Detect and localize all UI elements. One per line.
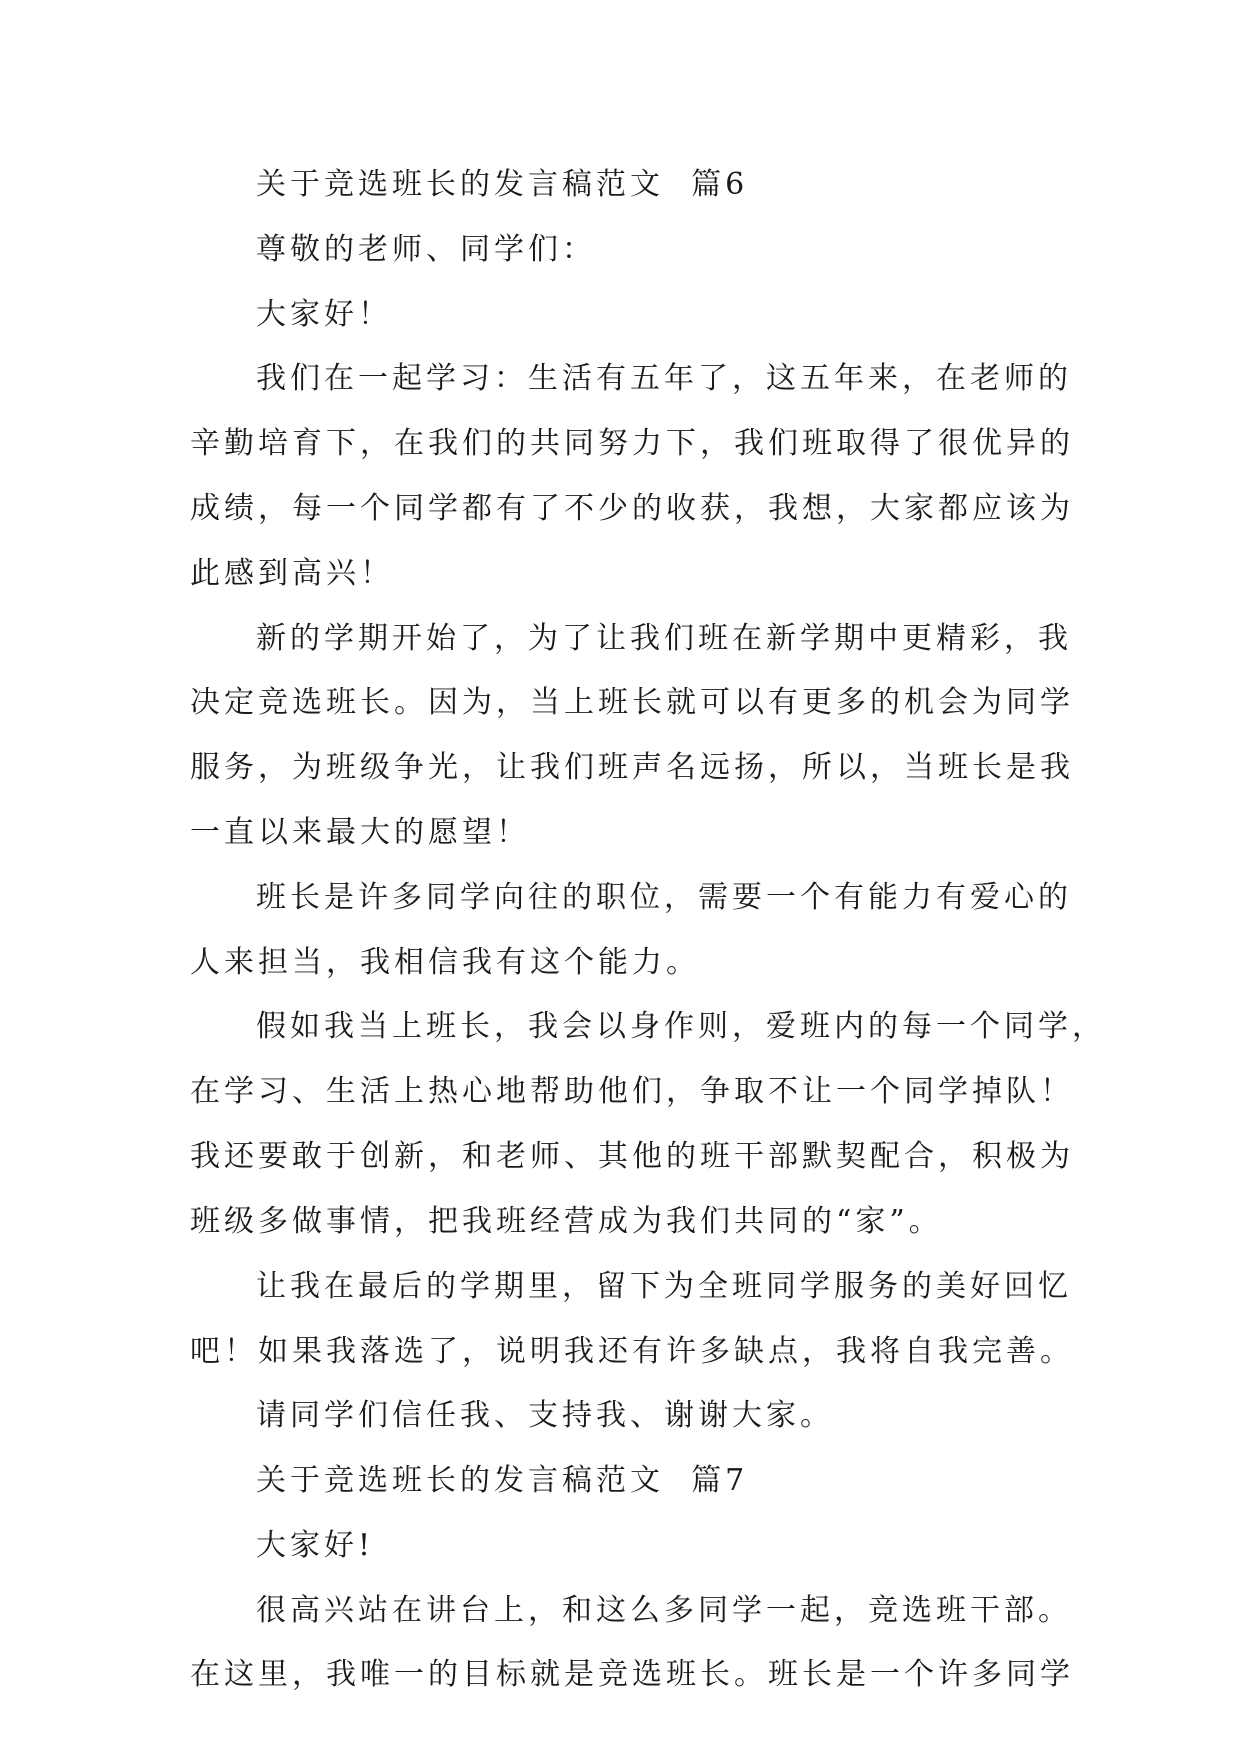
section-heading-7: 关于竞选班长的发言稿范文 篇7 (256, 1463, 749, 1498)
paragraph-line: 在学习、生活上热心地帮助他们，争取不让一个同学掉队！ (190, 1074, 1074, 1109)
greeting: 大家好！ (256, 297, 392, 332)
paragraph-line: 我还要敢于创新，和老师、其他的班干部默契配合，积极为 (190, 1139, 1074, 1174)
paragraph-line: 成绩，每一个同学都有了不少的收获，我想，大家都应该为 (190, 491, 1074, 526)
paragraph-line: 服务，为班级争光，让我们班声名远扬，所以，当班长是我 (190, 750, 1074, 785)
greeting: 大家好! (256, 1528, 375, 1563)
paragraph-line: 一直以来最大的愿望！ (190, 815, 530, 850)
paragraph-line: 很高兴站在讲台上，和这么多同学一起，竞选班干部。 (256, 1593, 1072, 1628)
paragraph-line: 决定竞选班长。因为，当上班长就可以有更多的机会为同学 (190, 685, 1074, 720)
salutation: 尊敬的老师、同学们： (256, 232, 596, 267)
paragraph-line: 吧！如果我落选了，说明我还有许多缺点，我将自我完善。 (190, 1334, 1074, 1369)
paragraph-line: 此感到高兴！ (190, 556, 394, 591)
paragraph-line: 在这里，我唯一的目标就是竞选班长。班长是一个许多同学 (190, 1657, 1074, 1692)
paragraph-line: 假如我当上班长，我会以身作则，爱班内的每一个同学， (256, 1009, 1106, 1044)
section-heading-6: 关于竞选班长的发言稿范文 篇6 (256, 167, 749, 202)
paragraph-line: 辛勤培育下，在我们的共同努力下，我们班取得了很优异的 (190, 426, 1074, 461)
paragraph-line: 我们在一起学习：生活有五年了，这五年来，在老师的 (256, 361, 1072, 396)
paragraph-line: 人来担当，我相信我有这个能力。 (190, 945, 700, 980)
paragraph-line: 班长是许多同学向往的职位，需要一个有能力有爱心的 (256, 880, 1072, 915)
paragraph-line: 班级多做事情，把我班经营成为我们共同的“家”。 (190, 1204, 943, 1239)
paragraph-line: 新的学期开始了，为了让我们班在新学期中更精彩，我 (256, 621, 1072, 656)
paragraph-line: 让我在最后的学期里，留下为全班同学服务的美好回忆 (256, 1269, 1072, 1304)
paragraph-line: 请同学们信任我、支持我、谢谢大家。 (256, 1398, 834, 1433)
